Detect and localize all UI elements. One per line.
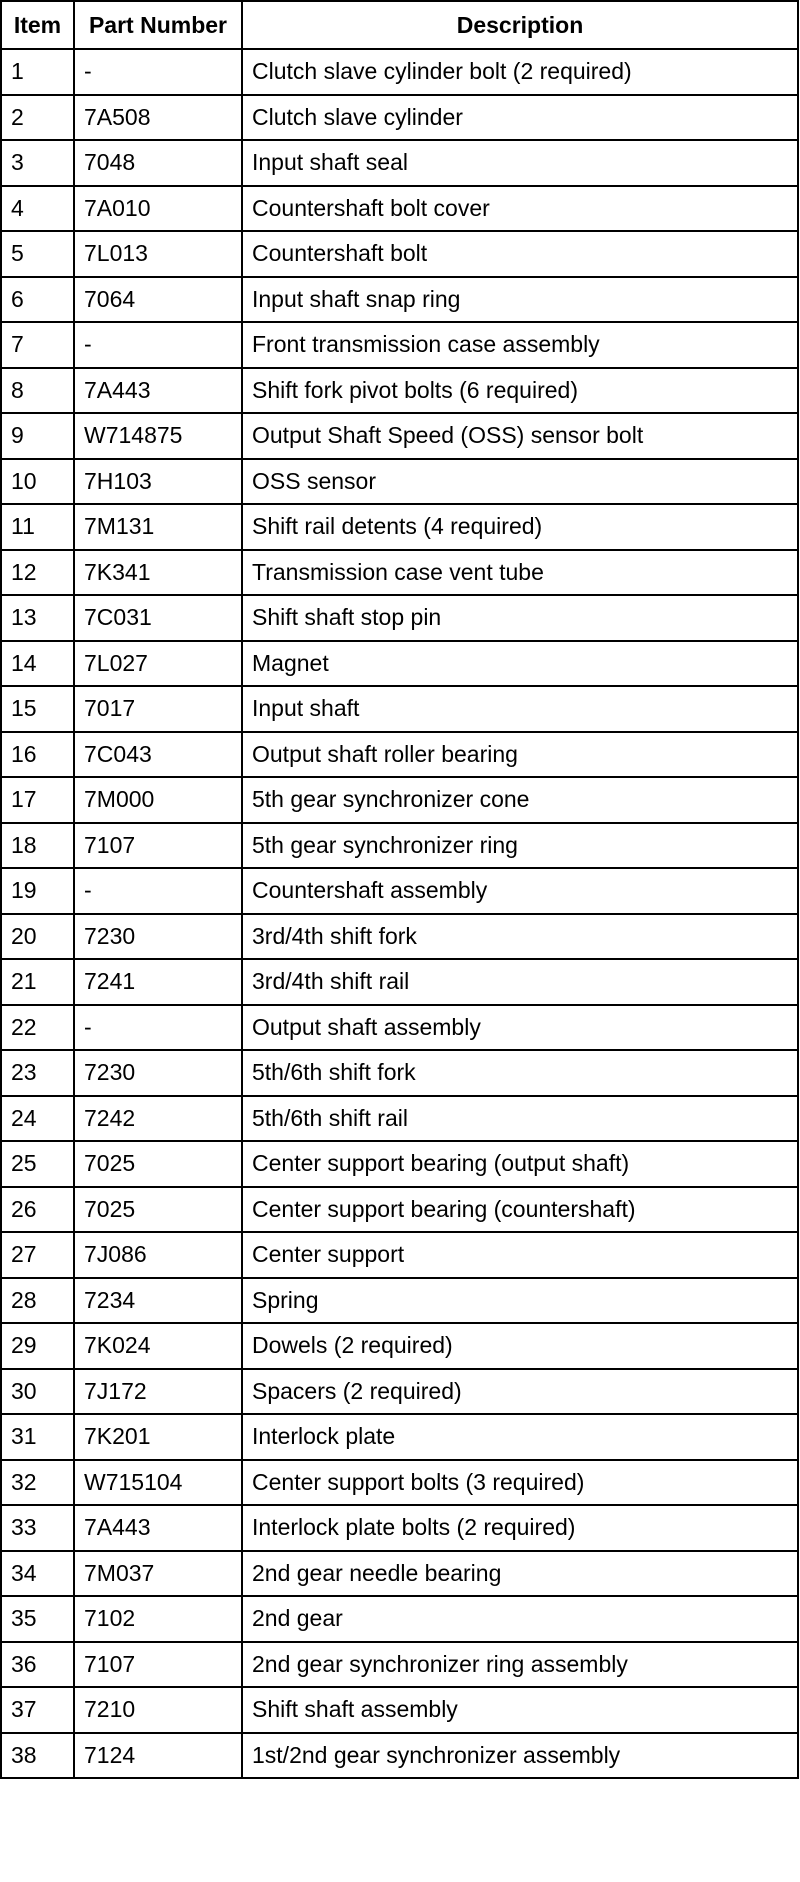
- cell-item: 37: [1, 1687, 74, 1733]
- cell-description: Shift shaft assembly: [242, 1687, 798, 1733]
- cell-part-number: 7025: [74, 1187, 242, 1233]
- table-row: [1, 1733, 798, 1779]
- cell-part-number: 7230: [74, 914, 242, 960]
- cell-description: Input shaft snap ring: [242, 277, 798, 323]
- cell-description: Spacers (2 required): [242, 1369, 798, 1415]
- header-description: Description: [242, 1, 798, 49]
- table-row: [1, 277, 798, 323]
- cell-description: Output shaft roller bearing: [242, 732, 798, 778]
- cell-part-number: 7L013: [74, 231, 242, 277]
- cell-description: Dowels (2 required): [242, 1323, 798, 1369]
- cell-item: 17: [1, 777, 74, 823]
- cell-description: 5th/6th shift rail: [242, 1096, 798, 1142]
- cell-item: 36: [1, 1642, 74, 1688]
- cell-item: 26: [1, 1187, 74, 1233]
- cell-part-number: 7A443: [74, 368, 242, 414]
- cell-item: 13: [1, 595, 74, 641]
- cell-description: OSS sensor: [242, 459, 798, 505]
- cell-item: 19: [1, 868, 74, 914]
- cell-description: Clutch slave cylinder: [242, 95, 798, 141]
- table-row: [1, 95, 798, 141]
- cell-part-number: 7210: [74, 1687, 242, 1733]
- cell-item: 30: [1, 1369, 74, 1415]
- cell-item: 8: [1, 368, 74, 414]
- table-row: [1, 322, 798, 368]
- cell-part-number: 7017: [74, 686, 242, 732]
- cell-description: 2nd gear needle bearing: [242, 1551, 798, 1597]
- table-row: [1, 1278, 798, 1324]
- cell-description: Countershaft bolt cover: [242, 186, 798, 232]
- table-row: [1, 1005, 798, 1051]
- cell-description: 5th gear synchronizer ring: [242, 823, 798, 869]
- cell-part-number: 7L027: [74, 641, 242, 687]
- cell-description: Countershaft assembly: [242, 868, 798, 914]
- cell-part-number: 7025: [74, 1141, 242, 1187]
- table-row: [1, 140, 798, 186]
- cell-description: Countershaft bolt: [242, 231, 798, 277]
- cell-part-number: W715104: [74, 1460, 242, 1506]
- cell-item: 10: [1, 459, 74, 505]
- cell-item: 38: [1, 1733, 74, 1779]
- cell-part-number: 7241: [74, 959, 242, 1005]
- cell-description: Interlock plate bolts (2 required): [242, 1505, 798, 1551]
- cell-part-number: 7C031: [74, 595, 242, 641]
- table-row: [1, 1096, 798, 1142]
- table-row: [1, 686, 798, 732]
- cell-item: 24: [1, 1096, 74, 1142]
- cell-item: 14: [1, 641, 74, 687]
- cell-description: 2nd gear synchronizer ring assembly: [242, 1642, 798, 1688]
- cell-part-number: -: [74, 49, 242, 95]
- table-row: [1, 1187, 798, 1233]
- cell-item: 22: [1, 1005, 74, 1051]
- table-row: [1, 914, 798, 960]
- cell-item: 2: [1, 95, 74, 141]
- cell-part-number: 7K024: [74, 1323, 242, 1369]
- cell-item: 9: [1, 413, 74, 459]
- table-row: [1, 1596, 798, 1642]
- cell-part-number: 7A010: [74, 186, 242, 232]
- cell-part-number: 7107: [74, 1642, 242, 1688]
- table-row: [1, 777, 798, 823]
- cell-item: 21: [1, 959, 74, 1005]
- table-row: [1, 823, 798, 869]
- table-row: [1, 1141, 798, 1187]
- cell-item: 27: [1, 1232, 74, 1278]
- cell-item: 5: [1, 231, 74, 277]
- cell-part-number: 7124: [74, 1733, 242, 1779]
- header-part-number: Part Number: [74, 1, 242, 49]
- table-row: [1, 595, 798, 641]
- cell-item: 34: [1, 1551, 74, 1597]
- cell-description: Input shaft: [242, 686, 798, 732]
- cell-part-number: 7230: [74, 1050, 242, 1096]
- cell-description: Magnet: [242, 641, 798, 687]
- cell-item: 3: [1, 140, 74, 186]
- cell-item: 7: [1, 322, 74, 368]
- cell-description: Interlock plate: [242, 1414, 798, 1460]
- cell-part-number: 7M131: [74, 504, 242, 550]
- cell-item: 16: [1, 732, 74, 778]
- cell-description: 5th gear synchronizer cone: [242, 777, 798, 823]
- cell-description: Front transmission case assembly: [242, 322, 798, 368]
- cell-item: 28: [1, 1278, 74, 1324]
- table-row: [1, 1505, 798, 1551]
- cell-description: 2nd gear: [242, 1596, 798, 1642]
- cell-part-number: -: [74, 868, 242, 914]
- cell-description: 3rd/4th shift rail: [242, 959, 798, 1005]
- cell-item: 11: [1, 504, 74, 550]
- cell-part-number: 7064: [74, 277, 242, 323]
- table-row: [1, 550, 798, 596]
- table-row: [1, 1414, 798, 1460]
- table-row: [1, 49, 798, 95]
- cell-item: 31: [1, 1414, 74, 1460]
- cell-part-number: 7K341: [74, 550, 242, 596]
- table-row: [1, 186, 798, 232]
- cell-part-number: 7102: [74, 1596, 242, 1642]
- cell-part-number: 7K201: [74, 1414, 242, 1460]
- table-row: [1, 504, 798, 550]
- cell-part-number: -: [74, 1005, 242, 1051]
- cell-part-number: 7M000: [74, 777, 242, 823]
- cell-description: Output Shaft Speed (OSS) sensor bolt: [242, 413, 798, 459]
- cell-part-number: 7C043: [74, 732, 242, 778]
- cell-item: 35: [1, 1596, 74, 1642]
- cell-item: 12: [1, 550, 74, 596]
- cell-part-number: 7234: [74, 1278, 242, 1324]
- table-row: [1, 641, 798, 687]
- cell-part-number: 7A443: [74, 1505, 242, 1551]
- table-row: [1, 1369, 798, 1415]
- table-row: [1, 1323, 798, 1369]
- cell-description: Center support bolts (3 required): [242, 1460, 798, 1506]
- cell-item: 32: [1, 1460, 74, 1506]
- cell-description: Shift shaft stop pin: [242, 595, 798, 641]
- cell-description: Center support bearing (output shaft): [242, 1141, 798, 1187]
- cell-description: Spring: [242, 1278, 798, 1324]
- cell-description: Output shaft assembly: [242, 1005, 798, 1051]
- cell-part-number: W714875: [74, 413, 242, 459]
- cell-description: Clutch slave cylinder bolt (2 required): [242, 49, 798, 95]
- cell-part-number: 7A508: [74, 95, 242, 141]
- cell-item: 33: [1, 1505, 74, 1551]
- header-item: Item: [1, 1, 74, 49]
- cell-part-number: 7242: [74, 1096, 242, 1142]
- cell-item: 29: [1, 1323, 74, 1369]
- cell-item: 6: [1, 277, 74, 323]
- header-row: [1, 1, 798, 49]
- cell-item: 25: [1, 1141, 74, 1187]
- cell-description: 5th/6th shift fork: [242, 1050, 798, 1096]
- cell-description: Center support: [242, 1232, 798, 1278]
- cell-description: 3rd/4th shift fork: [242, 914, 798, 960]
- table-row: [1, 459, 798, 505]
- cell-description: Shift fork pivot bolts (6 required): [242, 368, 798, 414]
- cell-part-number: 7M037: [74, 1551, 242, 1597]
- table-row: [1, 1050, 798, 1096]
- cell-part-number: 7048: [74, 140, 242, 186]
- cell-part-number: 7107: [74, 823, 242, 869]
- cell-part-number: 7J086: [74, 1232, 242, 1278]
- cell-item: 4: [1, 186, 74, 232]
- cell-part-number: 7H103: [74, 459, 242, 505]
- cell-item: 1: [1, 49, 74, 95]
- table-row: [1, 1642, 798, 1688]
- table-body: [1, 49, 798, 1778]
- table-row: [1, 1232, 798, 1278]
- cell-description: Transmission case vent tube: [242, 550, 798, 596]
- table-row: [1, 1460, 798, 1506]
- table-row: [1, 1687, 798, 1733]
- cell-item: 20: [1, 914, 74, 960]
- table-row: [1, 732, 798, 778]
- cell-part-number: -: [74, 322, 242, 368]
- table-row: [1, 413, 798, 459]
- table-row: [1, 368, 798, 414]
- cell-item: 15: [1, 686, 74, 732]
- table-row: [1, 231, 798, 277]
- cell-part-number: 7J172: [74, 1369, 242, 1415]
- table-header: [1, 1, 798, 49]
- cell-description: Center support bearing (countershaft): [242, 1187, 798, 1233]
- table-row: [1, 959, 798, 1005]
- cell-description: Shift rail detents (4 required): [242, 504, 798, 550]
- table-row: [1, 1551, 798, 1597]
- cell-item: 23: [1, 1050, 74, 1096]
- cell-description: 1st/2nd gear synchronizer assembly: [242, 1733, 798, 1779]
- table-row: [1, 868, 798, 914]
- cell-item: 18: [1, 823, 74, 869]
- cell-description: Input shaft seal: [242, 140, 798, 186]
